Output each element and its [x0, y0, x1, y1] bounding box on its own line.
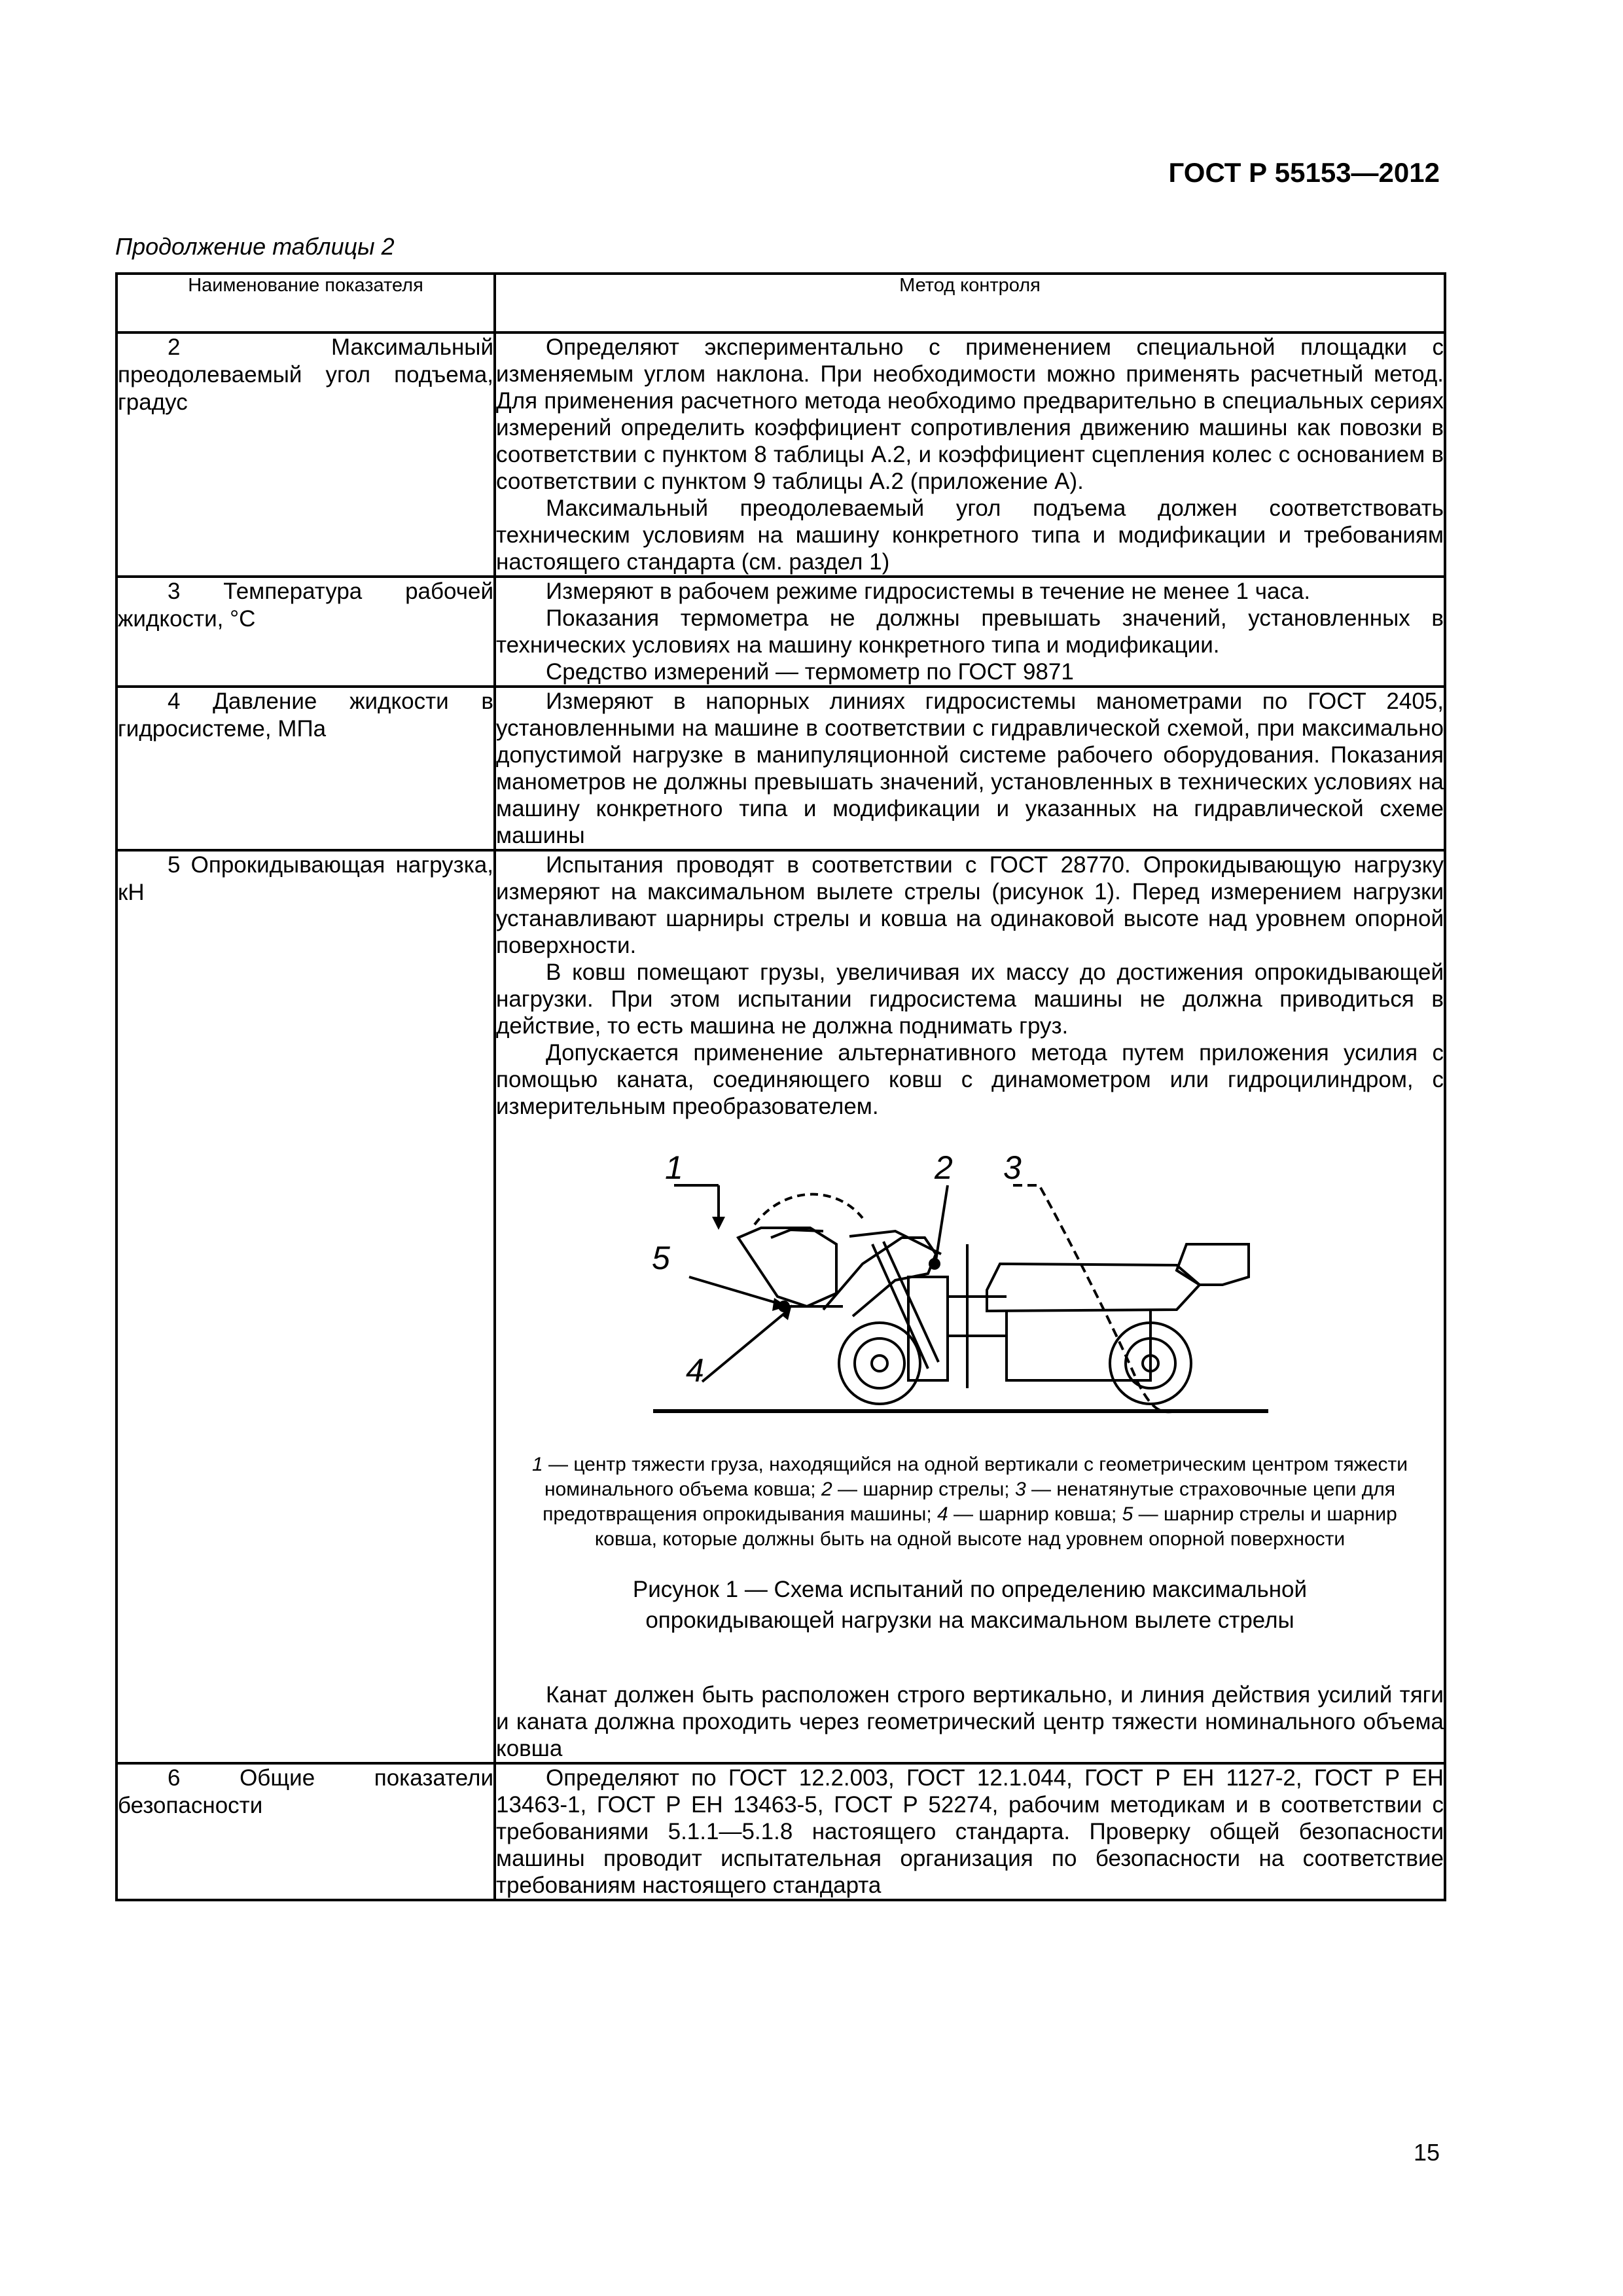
- page-number: 15: [1413, 2139, 1440, 2166]
- indicator-cell: [116, 850, 495, 1763]
- figure-label-2: 2: [935, 1149, 953, 1186]
- indicator-name: 3 Температура рабочей жидкости, °С: [118, 579, 493, 632]
- indicator-cell: [116, 1763, 495, 1900]
- indicator-name: 5 Опрокидывающая нагрузка, кН: [118, 852, 493, 905]
- method-paragraph: Показания термометра не должны превышать значений, установленных в технических условиях на машину конкретного типа и модификации.: [496, 605, 1444, 658]
- table-row: [116, 850, 1445, 1763]
- legend-text: — шарнир ковша;: [948, 1503, 1122, 1525]
- legend-num: 1: [531, 1454, 543, 1475]
- column-header-indicator: Наименование показателя: [116, 274, 495, 332]
- method-paragraph: Канат должен быть расположен строго вертикально, и линия действия усилий тяги и каната должна проходить через геометрический центр тяжести номинального объема ковша: [496, 1682, 1444, 1761]
- indicator-name: 6 Общие показатели безопасности: [118, 1765, 493, 1818]
- legend-num: 3: [1014, 1479, 1026, 1500]
- legend-num: 5: [1122, 1503, 1133, 1525]
- figure-label-3: 3: [1003, 1149, 1022, 1186]
- indicator-name: 4 Давление жидкости в гидросистеме, МПа: [118, 689, 493, 742]
- method-cell: [495, 1763, 1445, 1900]
- legend-text: — центр тяжести груза, находящийся на одной вертикали с геометрическим центром тяжести номинального объема ковша;: [543, 1454, 1408, 1500]
- legend-text: — ненатянутые страховочные цепи для предотвращения опрокидывания машины;: [543, 1479, 1396, 1525]
- method-paragraph: Средство измерений — термометр по ГОСТ 9871: [546, 659, 1074, 685]
- indicator-name: 2 Максимальный преодолеваемый угол подъема, градус: [118, 334, 493, 415]
- table-row: [116, 577, 1445, 687]
- method-cell: [495, 577, 1445, 687]
- loader-test-figure: [496, 1139, 1444, 1447]
- table-row: [116, 332, 1445, 577]
- method-paragraph: Максимальный преодолеваемый угол подъема должен соответствовать техническим условиям на машину конкретного типа и модификации и требованиям настоящего стандарта (см. раздел 1): [496, 495, 1444, 575]
- figure-title-line: опрокидывающей нагрузки на максимальном вылете стрелы: [645, 1607, 1294, 1633]
- figure-label-4: 4: [686, 1352, 704, 1389]
- method-paragraph: Измеряют в напорных линиях гидросистемы манометрами по ГОСТ 2405, установленными на машине в соответствии с гидравлической схемой, при максимально допустимой нагрузке в манипуляционной системе рабочего оборудования. Показания манометров не должны превышать значений, установленных в технических условиях на машину конкретного типа и модификации и указанных на гидравлической схеме машины: [496, 689, 1444, 848]
- table-row: [116, 1763, 1445, 1900]
- table-row: [116, 687, 1445, 850]
- indicator-cell: [116, 332, 495, 577]
- standard-header: ГОСТ Р 55153—2012: [1168, 157, 1440, 188]
- indicator-cell: [116, 577, 495, 687]
- method-cell: [495, 687, 1445, 850]
- figure-label-1: 1: [665, 1149, 683, 1186]
- figure-label-5: 5: [652, 1240, 670, 1276]
- indicator-cell: [116, 687, 495, 850]
- method-paragraph: Измеряют в рабочем режиме гидросистемы в течение не менее 1 часа.: [546, 579, 1311, 604]
- loader-test-diagram: [496, 1139, 1415, 1447]
- method-paragraph: Испытания проводят в соответствии с ГОСТ 28770. Опрокидывающую нагрузку измеряют на максимальном вылете стрелы (рисунок 1). Перед измерением нагрузки устанавливают шарниры стрелы и ковша на одинаковой высоте над уровнем опорной поверхности.: [496, 852, 1444, 958]
- method-cell: [495, 332, 1445, 577]
- column-header-method: Метод контроля: [495, 274, 1445, 332]
- legend-num: 2: [821, 1479, 832, 1500]
- indicators-table: [115, 272, 1446, 1901]
- table-header-row: [116, 274, 1445, 332]
- method-paragraph: Допускается применение альтернативного метода путем приложения усилия с помощью каната, соединяющего ковш с динамометром или гидроцилиндром, с измерительным преобразователем.: [496, 1040, 1444, 1119]
- method-paragraph: В ковш помещают грузы, увеличивая их массу до достижения опрокидывающей нагрузки. При этом испытании гидросистема машины не должна приводиться в действие, то есть машина не должна поднимать груз.: [496, 960, 1444, 1039]
- legend-text: — шарнир стрелы;: [832, 1479, 1015, 1500]
- method-cell: [495, 850, 1445, 1763]
- figure-title-line: Рисунок 1 — Схема испытаний по определению максимальной: [632, 1577, 1308, 1602]
- figure-title: [496, 1574, 1444, 1636]
- legend-text: — шарнир стрелы и шарнир ковша, которые должны быть на одной высоте над уровнем опорной поверхности: [594, 1503, 1397, 1550]
- method-paragraph: Определяют экспериментально с применением специальной площадки с изменяемым углом наклона. При необходимости можно применять расчетный метод. Для применения расчетного метода необходимо предварительно в специальных сериях измерений определить коэффициент сопротивления движению машины как повозки в соответствии с пунктом 8 таблицы А.2, и коэффициент сцепления колес с основанием в соответствии с пунктом 9 таблицы А.2 (приложение А).: [496, 334, 1444, 494]
- figure-legend: [496, 1452, 1444, 1552]
- method-paragraph: Определяют по ГОСТ 12.2.003, ГОСТ 12.1.044, ГОСТ Р ЕН 1127-2, ГОСТ Р ЕН 13463-1, ГОСТ Р ЕН 13463-5, ГОСТ Р 52274, рабочим методикам и в соответствии с требованиями 5.1.1—5.1.8 настоящего стандарта. Проверку общей безопасности машины проводит испытательная организация по безопасности на соответствие требованиям настоящего стандарта: [496, 1765, 1444, 1898]
- legend-num: 4: [936, 1503, 948, 1525]
- table-continuation-label: Продолжение таблицы 2: [115, 233, 395, 260]
